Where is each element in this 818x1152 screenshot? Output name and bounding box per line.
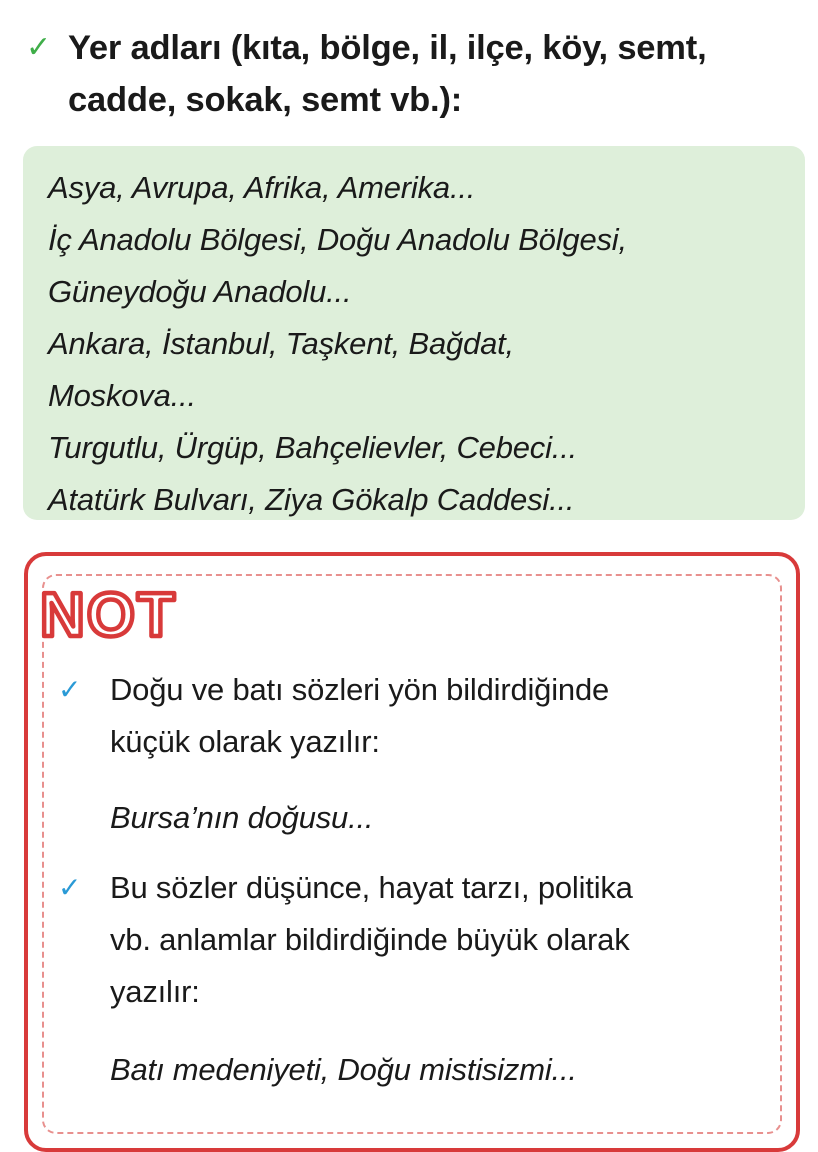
check-icon: ✓ — [58, 673, 82, 706]
example-line: İç Anadolu Bölgesi, Doğu Anadolu Bölgesi, — [48, 222, 627, 257]
example-line: Asya, Avrupa, Afrika, Amerika... — [48, 170, 476, 205]
note-example: Bursa’nın doğusu... — [110, 800, 374, 835]
note-item-line: küçük olarak yazılır: — [110, 724, 380, 759]
note-item-line: yazılır: — [110, 974, 200, 1009]
check-icon: ✓ — [58, 871, 82, 904]
note-item-line: Doğu ve batı sözleri yön bildirdiğinde — [110, 672, 610, 707]
note-example: Batı medeniyeti, Doğu mistisizmi... — [110, 1052, 577, 1087]
note-item — [58, 862, 788, 1018]
example-line: Atatürk Bulvarı, Ziya Gökalp Caddesi... — [48, 482, 575, 517]
note-item — [58, 664, 788, 768]
note-item-line: Bu sözler düşünce, hayat tarzı, politika — [110, 870, 633, 905]
heading-line-1: Yer adları (kıta, bölge, il, ilçe, köy, semt, — [68, 29, 707, 67]
note-item-text — [110, 862, 633, 1018]
note-item-text — [110, 664, 609, 768]
note-title-text: NOT — [40, 581, 177, 644]
example-line: Turgutlu, Ürgüp, Bahçelievler, Cebeci... — [48, 430, 578, 465]
heading-line-2: cadde, sokak, semt vb.): — [68, 81, 463, 119]
example-line: Güneydoğu Anadolu... — [48, 274, 352, 309]
check-icon: ✓ — [26, 30, 52, 65]
examples-box — [23, 146, 805, 520]
note-item-line: vb. anlamlar bildirdiğinde büyük olarak — [110, 922, 630, 957]
example-line: Ankara, İstanbul, Taşkent, Bağdat, — [48, 326, 514, 361]
note-title — [36, 580, 206, 644]
section-heading — [26, 22, 806, 126]
heading-title — [68, 22, 706, 126]
example-line: Moskova... — [48, 378, 196, 413]
note-title-graphic — [36, 580, 206, 644]
